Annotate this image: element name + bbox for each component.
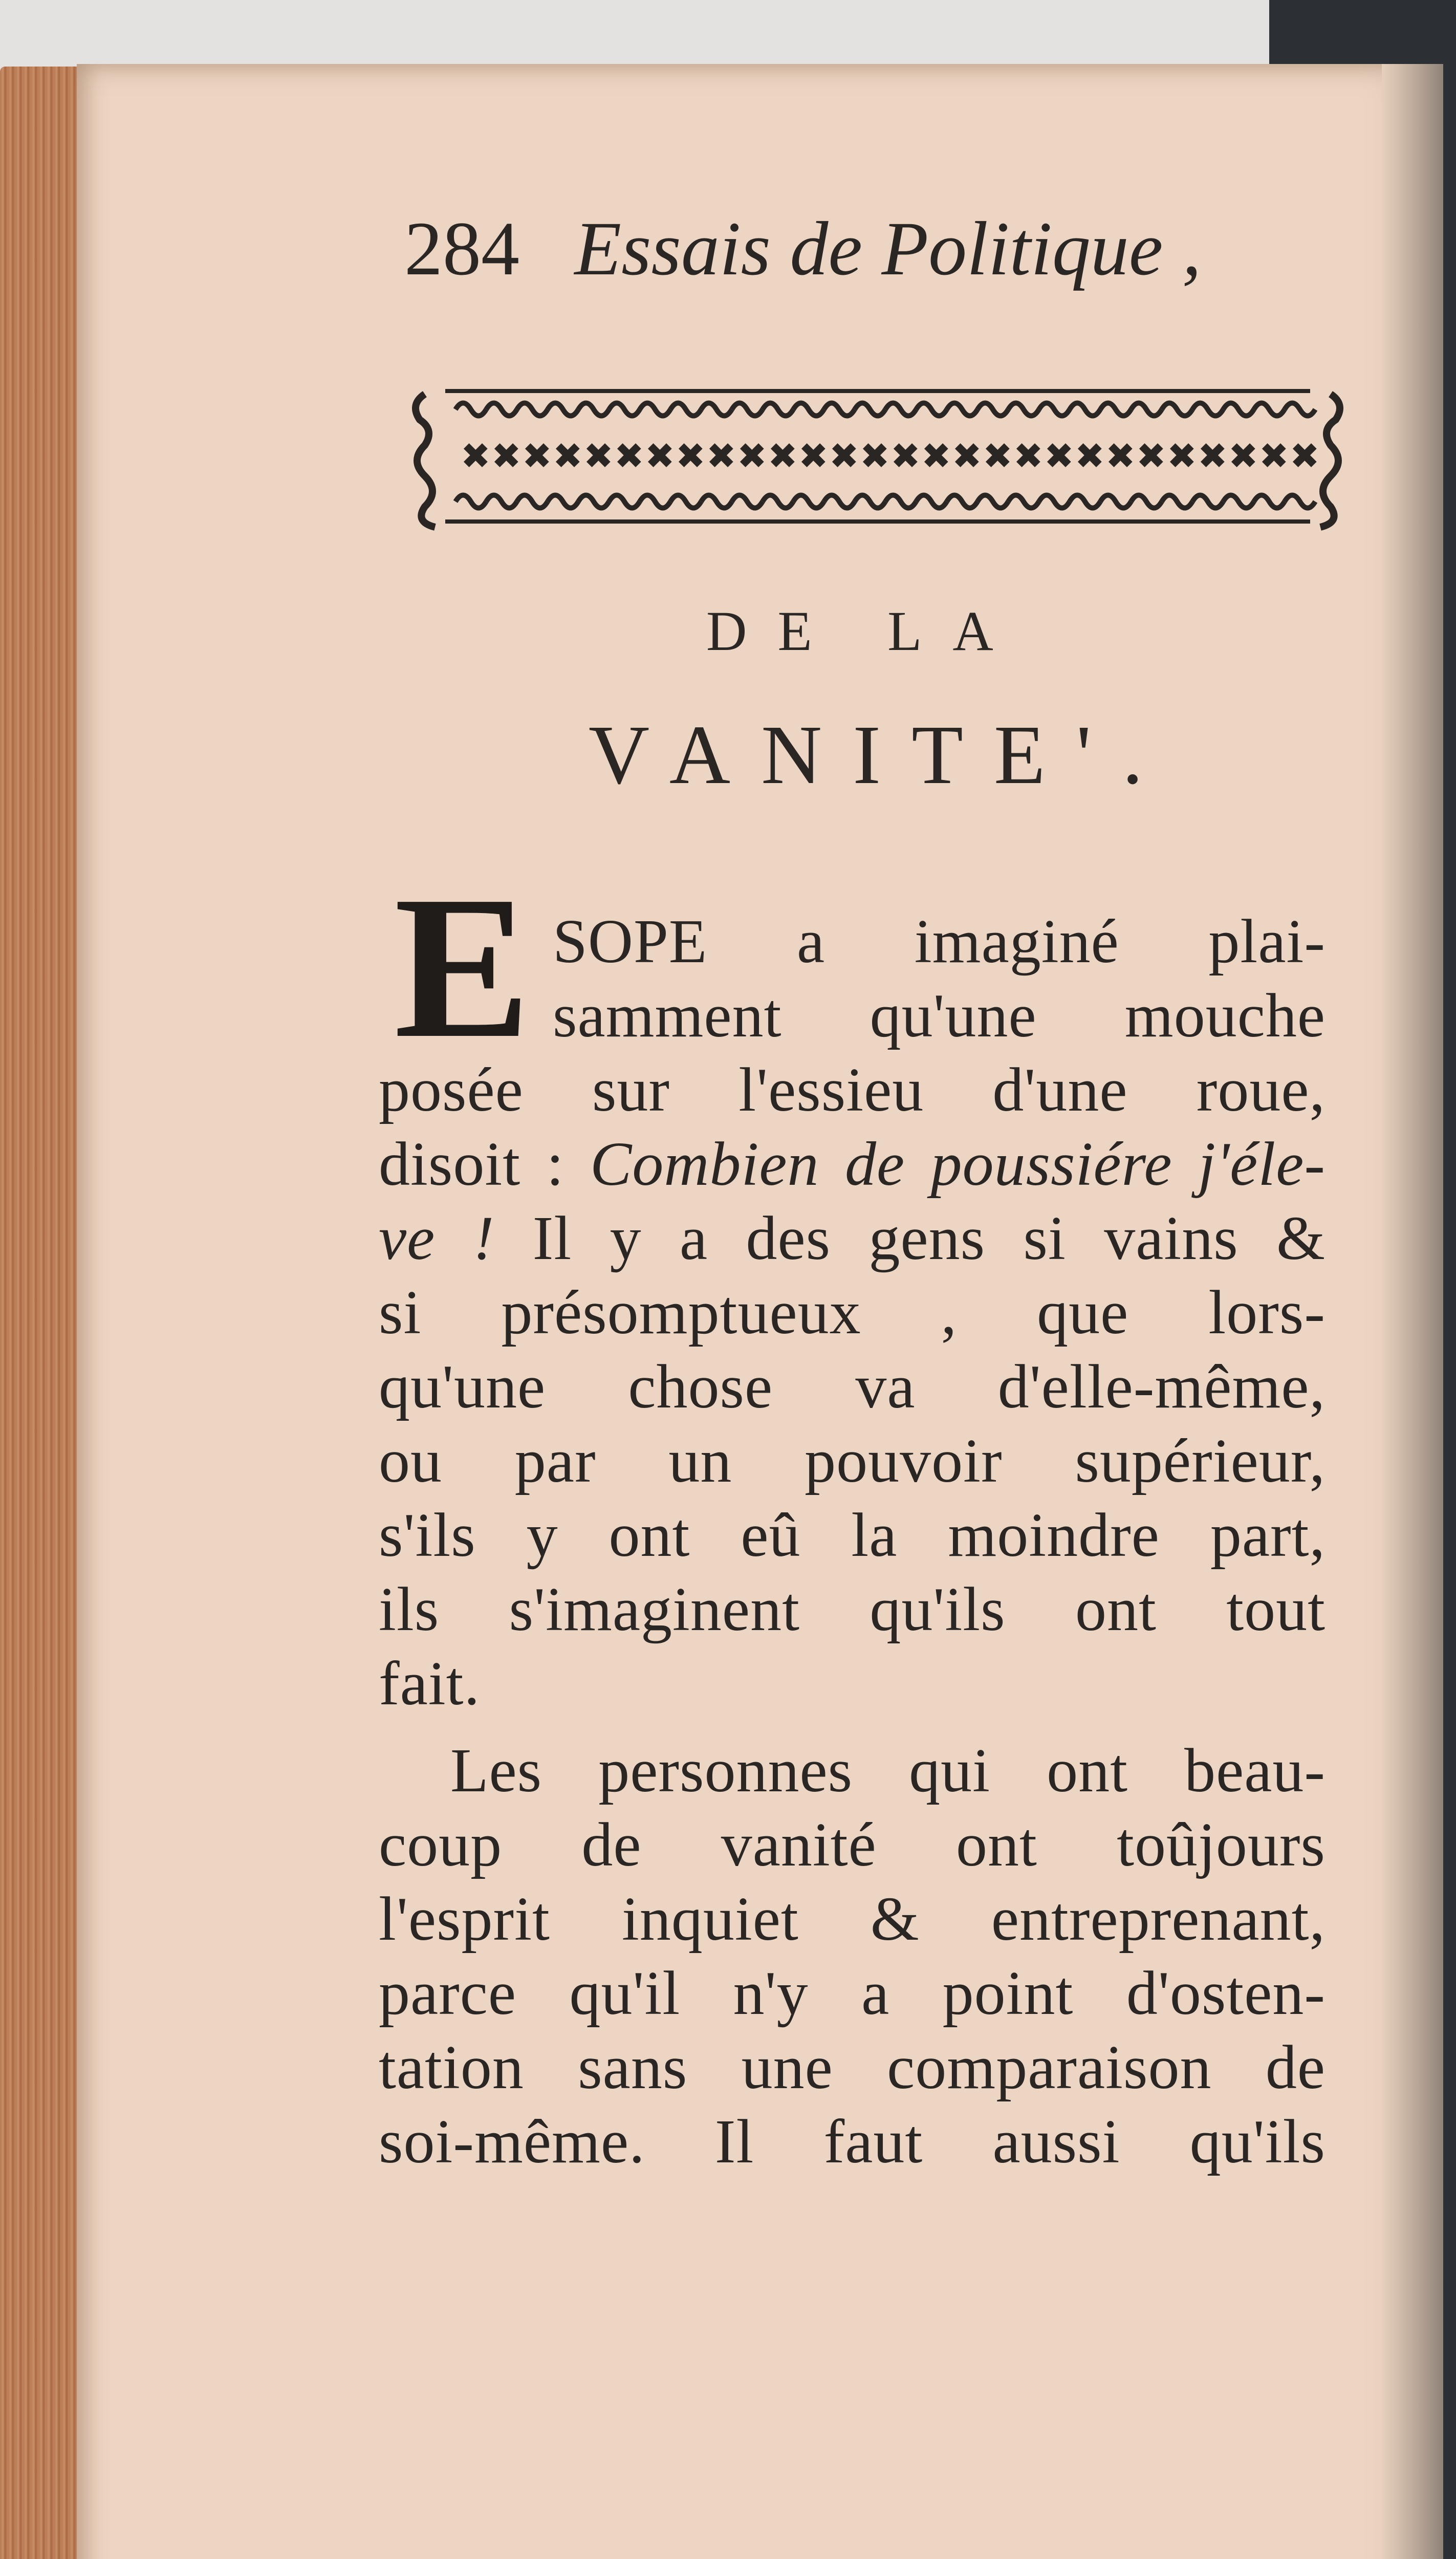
- ornament-scroll: [1100, 495, 1131, 508]
- ornament-scroll: [1192, 403, 1223, 416]
- text-line: si présomptueux , que lors-: [379, 1278, 1325, 1347]
- ornament-cross: ✖: [890, 435, 921, 477]
- text-line: tation sans une comparaison de: [379, 2033, 1325, 2102]
- ornament-scroll: [732, 403, 763, 416]
- text-line: qu'une chose va d'elle-même,: [379, 1352, 1325, 1421]
- ornament-cross: ✖: [1290, 435, 1320, 477]
- ornament-cross: ✖: [1259, 435, 1289, 477]
- ornament-cross: ✖: [829, 435, 859, 477]
- ornament-scroll: [1223, 495, 1254, 508]
- ornament-cross: ✖: [798, 435, 829, 477]
- ornament-scroll: [763, 495, 793, 508]
- ornament-cross: ✖: [461, 435, 491, 477]
- ornament-scroll: [1285, 403, 1315, 416]
- ornament-scroll: [486, 403, 517, 416]
- ornament-cross: ✖: [768, 435, 798, 477]
- ornament-scroll: [947, 495, 977, 508]
- text-line: [379, 1203, 1325, 1274]
- page-number: 284: [404, 206, 519, 291]
- ornament-cross: ✖: [522, 435, 552, 477]
- ornament-scroll: [1100, 403, 1131, 416]
- ornament-scroll: [701, 403, 732, 416]
- ornament-scroll: [916, 403, 947, 416]
- ornament-cross: ✖: [676, 435, 706, 477]
- ornament-scroll: [1162, 403, 1192, 416]
- scan-backdrop-top: [0, 0, 1456, 72]
- ornament-scroll: [1162, 495, 1192, 508]
- ornament-scroll: [1039, 403, 1070, 416]
- text-line: s'ils y ont eû la moindre part,: [379, 1501, 1325, 1570]
- ornament-scroll: [670, 403, 701, 416]
- ornament-scroll: [1008, 403, 1039, 416]
- ornament-scroll: [640, 495, 670, 508]
- ornament-cross: ✖: [860, 435, 890, 477]
- ornament-cross: ✖: [1136, 435, 1166, 477]
- ornament-cross: ✖: [952, 435, 982, 477]
- running-head: [404, 205, 1223, 307]
- text-line: ils s'imaginent qu'ils ont tout: [379, 1575, 1325, 1644]
- ornament-scroll: [885, 495, 916, 508]
- ornament-scroll: [763, 403, 793, 416]
- ornament-cross: ✖: [491, 435, 521, 477]
- ornament-scroll: [855, 495, 885, 508]
- ornament-scroll: [1070, 495, 1100, 508]
- ornament-cross: ✖: [1075, 435, 1105, 477]
- ornament-scroll: [732, 495, 763, 508]
- chapter-heading-title: VANITE'.: [589, 708, 1174, 801]
- ornament-scroll: [701, 495, 732, 508]
- text-line: l'esprit inquiet & entreprenant,: [379, 1884, 1325, 1954]
- text-span: Il y a des gens si vains &: [532, 1204, 1326, 1273]
- ornament-scroll: [977, 403, 1008, 416]
- running-title: Essais de Politique ,: [574, 206, 1202, 291]
- ornament-scroll: [609, 403, 640, 416]
- drop-cap-initial: E: [394, 854, 531, 1080]
- ornament-cross: ✖: [706, 435, 736, 477]
- ornament-scroll: [885, 403, 916, 416]
- ornament-scroll: [1131, 403, 1162, 416]
- ornament-scroll: [1008, 495, 1039, 508]
- ornament-scroll: [670, 495, 701, 508]
- text-line: Les personnes qui ont beau-: [450, 1736, 1325, 1805]
- chapter-heading-line1: DE LA: [706, 600, 1024, 662]
- ornament-cross: ✖: [1198, 435, 1228, 477]
- ornament-scroll: [455, 403, 486, 416]
- ornament-cross: ✖: [1044, 435, 1074, 477]
- ornament-scroll: [824, 403, 855, 416]
- ornament-scroll: [640, 403, 670, 416]
- text-line: samment qu'une mouche: [553, 981, 1325, 1050]
- ornament-scroll: [793, 495, 824, 508]
- ornament-scroll: [824, 495, 855, 508]
- ornament-scroll: [548, 403, 578, 416]
- ornament-scroll: [1254, 495, 1285, 508]
- ornament-cross: ✖: [553, 435, 583, 477]
- text-span: disoit :: [379, 1130, 590, 1199]
- ornament-scroll: [486, 495, 517, 508]
- ornament-cross: ✖: [1013, 435, 1044, 477]
- ornament-cross: ✖: [1167, 435, 1197, 477]
- ornament-scroll: [517, 403, 548, 416]
- ornament-scroll: [578, 403, 609, 416]
- ornament-scroll: [1254, 403, 1285, 416]
- ornament-cross: ✖: [614, 435, 644, 477]
- ornament-cross: ✖: [645, 435, 675, 477]
- ornament-scroll: [1070, 403, 1100, 416]
- ornament-cross: ✖: [1228, 435, 1258, 477]
- ornament-cross: ✖: [921, 435, 951, 477]
- printers-ornament-band: [404, 374, 1351, 537]
- ornament-scroll: [855, 403, 885, 416]
- ornament-scroll: [1223, 403, 1254, 416]
- text-line: SOPE a imaginé plai-: [553, 907, 1325, 976]
- page-gutter: [1382, 64, 1443, 2559]
- ornament-scroll: [578, 495, 609, 508]
- ornament-scroll: [793, 403, 824, 416]
- ornament-scroll: [609, 495, 640, 508]
- ornament-scroll: [1285, 495, 1315, 508]
- ornament-cross: ✖: [737, 435, 767, 477]
- ornament-scroll: [455, 495, 486, 508]
- ornament-scroll: [916, 495, 947, 508]
- ornament-scroll: [517, 495, 548, 508]
- text-line: [379, 1129, 1325, 1200]
- text-line: parce qu'il n'y a point d'osten-: [379, 1959, 1325, 2028]
- ornament-cross: ✖: [583, 435, 614, 477]
- text-line: fait.: [379, 1649, 481, 1718]
- ornament-scroll: [977, 495, 1008, 508]
- text-line: posée sur l'essieu d'une roue,: [379, 1055, 1325, 1124]
- ornament-scroll: [1192, 495, 1223, 508]
- ornament-scroll: [947, 403, 977, 416]
- text-line: coup de vanité ont toûjours: [379, 1810, 1325, 1879]
- page-edges: [0, 67, 90, 2559]
- ornament-cross: ✖: [983, 435, 1013, 477]
- ornament-scroll: [1131, 495, 1162, 508]
- ornament-scroll: [1039, 495, 1070, 508]
- italic-quote: Combien de poussiére j'éle-: [590, 1130, 1325, 1199]
- ornament-cross: ✖: [1105, 435, 1136, 477]
- text-line: soi-même. Il faut aussi qu'ils: [379, 2107, 1325, 2176]
- ornament-scroll: [548, 495, 578, 508]
- italic-quote: ve !: [379, 1204, 495, 1273]
- text-line: ou par un pouvoir supérieur,: [379, 1426, 1325, 1495]
